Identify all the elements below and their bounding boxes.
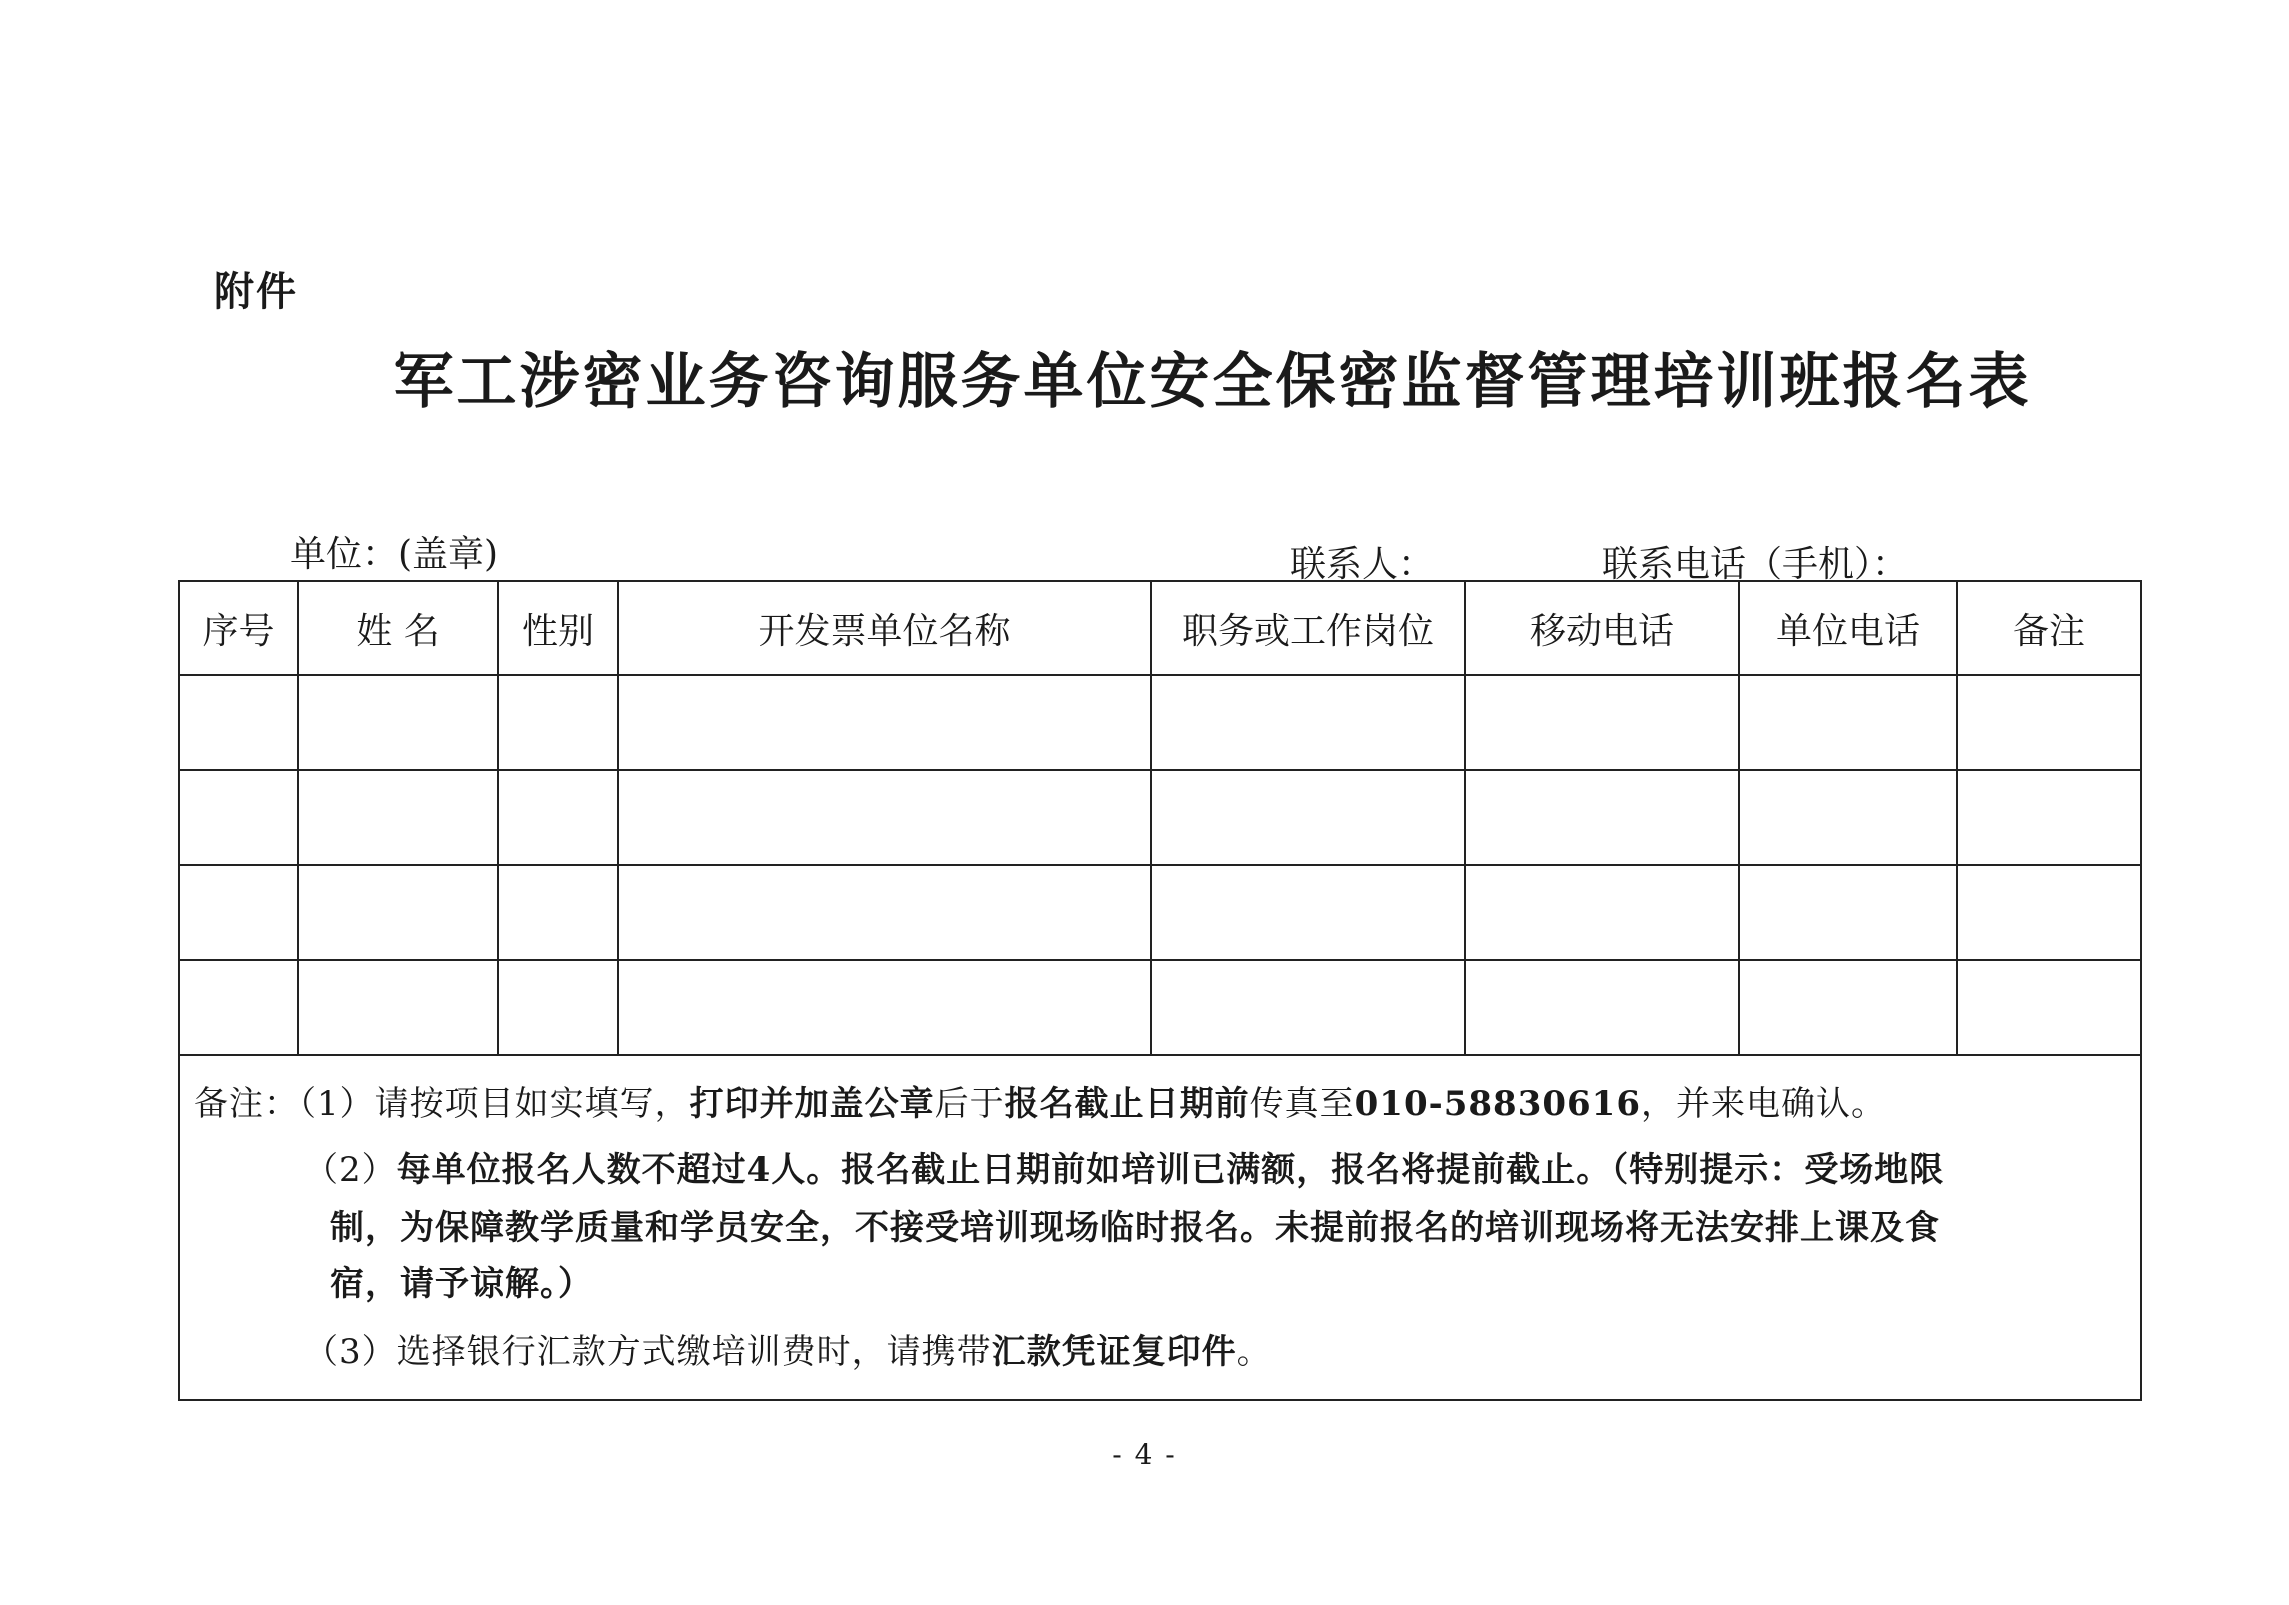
- note-3-bold: 汇款凭证复印件: [991, 1332, 1237, 1372]
- table-cell[interactable]: [618, 770, 1151, 865]
- table-cell[interactable]: [1465, 960, 1739, 1055]
- note-3-suffix: 。: [1236, 1332, 1272, 1372]
- table-cell[interactable]: [1957, 960, 2141, 1055]
- header-remarks: 备注: [1957, 581, 2141, 675]
- table-cell[interactable]: [298, 960, 498, 1055]
- note-2-line-2: [330, 1200, 1940, 1249]
- note-3-prefix: （3）选择银行汇款方式缴培训费时，请携带: [304, 1332, 992, 1372]
- note-1-bold-seal: 打印并加盖公章: [689, 1084, 935, 1124]
- table-cell[interactable]: [1465, 675, 1739, 770]
- table-cell[interactable]: [618, 960, 1151, 1055]
- note-1-mid2: 传真至: [1249, 1084, 1355, 1124]
- table-cell[interactable]: [498, 675, 618, 770]
- page-number: - 4 -: [1112, 1438, 1177, 1471]
- table-row: [179, 675, 2141, 770]
- table-cell[interactable]: [1151, 865, 1465, 960]
- note-1-prefix: 备注：（1）请按项目如实填写，: [194, 1084, 690, 1124]
- contact-phone-label: 联系电话（手机）：: [1602, 544, 1909, 585]
- table-row: [179, 770, 2141, 865]
- table-cell[interactable]: [1151, 770, 1465, 865]
- notes-row: [179, 1055, 2141, 1400]
- registration-table: [178, 580, 2142, 1401]
- table-cell[interactable]: [179, 770, 298, 865]
- table-cell[interactable]: [498, 770, 618, 865]
- table-header-row: [179, 581, 2141, 675]
- table-cell[interactable]: [1739, 960, 1957, 1055]
- unit-seal-label: 单位：(盖章): [290, 534, 499, 575]
- note-1: [194, 1076, 1886, 1125]
- table-cell[interactable]: [498, 960, 618, 1055]
- header-serial-number: 序号: [179, 581, 298, 675]
- note-3: [304, 1324, 1272, 1373]
- document-title: 军工涉密业务咨询服务单位安全保密监督管理培训班报名表: [393, 347, 2032, 417]
- note-1-suffix: ，并来电确认。: [1640, 1084, 1886, 1124]
- table-cell[interactable]: [179, 960, 298, 1055]
- note-2-prefix: （2）: [304, 1150, 397, 1190]
- table-cell[interactable]: [298, 770, 498, 865]
- table-cell[interactable]: [618, 865, 1151, 960]
- header-invoice-unit: 开发票单位名称: [618, 581, 1151, 675]
- table-cell[interactable]: [1151, 960, 1465, 1055]
- contact-person-label: 联系人：: [1290, 544, 1435, 585]
- table-cell[interactable]: [1957, 675, 2141, 770]
- table-cell[interactable]: [1465, 770, 1739, 865]
- note-2-text-3: 宿，请予谅解。）: [330, 1264, 593, 1304]
- table-cell[interactable]: [1739, 675, 1957, 770]
- table-cell[interactable]: [1465, 865, 1739, 960]
- table-cell[interactable]: [179, 865, 298, 960]
- table-cell[interactable]: [1739, 770, 1957, 865]
- table-row: [179, 960, 2141, 1055]
- table-cell[interactable]: [618, 675, 1151, 770]
- attachment-label: 附件: [214, 269, 298, 315]
- notes-cell: [179, 1055, 2141, 1400]
- table-cell[interactable]: [179, 675, 298, 770]
- note-1-bold-deadline: 报名截止日期前: [1004, 1084, 1250, 1124]
- table-row: [179, 865, 2141, 960]
- table-cell[interactable]: [298, 675, 498, 770]
- table-cell[interactable]: [1957, 770, 2141, 865]
- header-name: 姓 名: [298, 581, 498, 675]
- table-cell[interactable]: [298, 865, 498, 960]
- note-2-line-1: [304, 1142, 1944, 1191]
- note-2-text-2: 制，为保障教学质量和学员安全，不接受培训现场临时报名。未提前报名的培训现场将无法安排上课及食: [330, 1208, 1940, 1248]
- note-1-mid1: 后于: [934, 1084, 1005, 1124]
- note-1-fax-number: 010-58830616: [1354, 1084, 1641, 1124]
- header-gender: 性别: [498, 581, 618, 675]
- table-cell[interactable]: [1739, 865, 1957, 960]
- table-cell[interactable]: [1151, 675, 1465, 770]
- header-position: 职务或工作岗位: [1151, 581, 1465, 675]
- header-unit-phone: 单位电话: [1739, 581, 1957, 675]
- header-mobile-phone: 移动电话: [1465, 581, 1739, 675]
- table-cell[interactable]: [498, 865, 618, 960]
- table-cell[interactable]: [1957, 865, 2141, 960]
- note-2-text-1: 每单位报名人数不超过4人。报名截止日期前如培训已满额，报名将提前截止。（特别提示：受场地限: [396, 1150, 1945, 1190]
- note-2-line-3: [330, 1256, 593, 1305]
